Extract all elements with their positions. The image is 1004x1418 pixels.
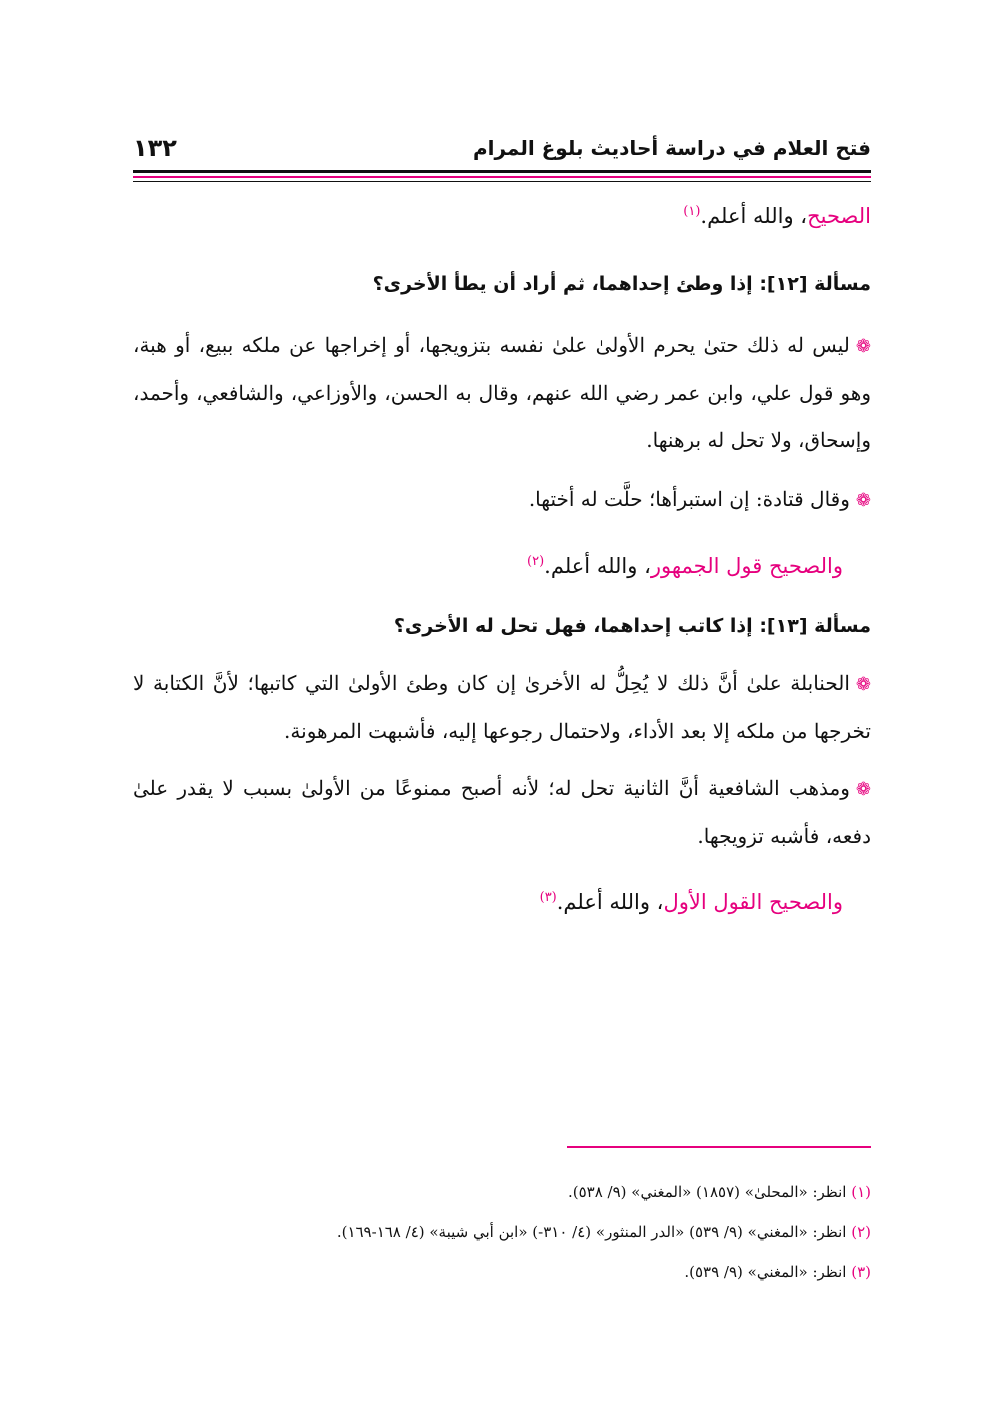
book-page [133, 0, 871, 1418]
footnote-1-text: انظر: «المحلىٰ» (١٨٥٧) «المغني» (٩/ ٥٣٨). [567, 1183, 847, 1201]
paragraph-1-text: ليس له ذلك حتىٰ يحرم الأولىٰ علىٰ نفسه بتزويجها، أو إخراجها عن ملكه ببيع، أو هبة، وهو قول علي، وابن عمر رضي الله عنهم، وقال به الحسن، والأوزاعي، والشافعي، وأحمد، وإسحاق، ولا تحل له برهنها. [133, 333, 871, 452]
conclusion-12-rest: ، والله أعلم. [544, 554, 651, 578]
conclusion-13-pink: والصحيح القول الأول [663, 890, 843, 914]
header-rule-pink [133, 176, 871, 178]
page-header [133, 128, 871, 168]
footnote-3-mark: (٣) [851, 1263, 871, 1281]
page-number: ١٣٢ [133, 134, 177, 162]
footnote-3 [133, 1252, 871, 1292]
flower-bullet-icon: ❁ [855, 336, 871, 357]
page-content [133, 190, 871, 932]
header-rule-top [133, 170, 871, 173]
issue-13-title: إذا كاتب إحداهما، فهل تحل له الأخرى؟ [393, 615, 753, 637]
conclusion-12 [133, 540, 871, 596]
paragraph-4-text: ومذهب الشافعية أنَّ الثانية تحل له؛ لأنه أصبح ممنوعًا من الأولىٰ بسبب لا يقدر علىٰ دفعه، فأشبه تزويجها. [133, 776, 871, 848]
footnote-2 [133, 1212, 871, 1252]
issue-12-label: مسألة [١٢]: [759, 273, 871, 295]
footnote-separator [567, 1146, 871, 1148]
footnote-ref-1[interactable]: (١) [683, 204, 701, 219]
header-rule-bottom [133, 181, 871, 182]
top-line-rest: ، والله أعلم. [700, 204, 808, 228]
footnote-1-mark: (١) [851, 1183, 871, 1201]
flower-bullet-icon: ❁ [855, 779, 871, 800]
flower-bullet-icon: ❁ [855, 490, 871, 511]
paragraph-3 [133, 660, 871, 755]
footnote-ref-2[interactable]: (٢) [527, 554, 545, 569]
issue-12-heading [133, 262, 871, 310]
top-line-pink: الصحيح [807, 204, 871, 228]
paragraph-3-text: الحنابلة علىٰ أنَّ ذلك لا يُحِلُّ له الأخرىٰ إن كان وطئ الأولىٰ التي كاتبها؛ لأنَّ الكتابة لا تخرجها من ملكه إلا بعد الأداء، ولاحتمال رجوعها إليه، فأشبهت المرهونة. [133, 671, 871, 743]
footnote-2-text: انظر: «المغني» (٩/ ٥٣٩) «الدر المنثور» (٤/ ٣١٠-) «ابن أبي شيبة» (٤/ ١٦٨-١٦٩). [336, 1223, 847, 1241]
flower-bullet-icon: ❁ [855, 674, 871, 695]
conclusion-13 [133, 876, 871, 932]
running-title: فتح العلام في دراسة أحاديث بلوغ المرام [472, 136, 871, 160]
conclusion-13-rest: ، والله أعلم. [556, 890, 664, 914]
footnotes [133, 1172, 871, 1292]
paragraph-1 [133, 322, 871, 464]
footnote-3-text: انظر: «المغني» (٩/ ٥٣٩). [684, 1263, 847, 1281]
issue-12-title: إذا وطئ إحداهما، ثم أراد أن يطأ الأخرى؟ [372, 273, 753, 295]
paragraph-2-text: وقال قتادة: إن استبرأها؛ حلَّت له أختها. [528, 487, 850, 511]
paragraph-4 [133, 765, 871, 860]
issue-13-label: مسألة [١٣]: [759, 615, 871, 637]
conclusion-12-pink: والصحيح قول الجمهور [650, 554, 843, 578]
top-line [133, 190, 871, 252]
issue-13-heading [133, 604, 871, 652]
footnote-1 [133, 1172, 871, 1212]
footnote-ref-3[interactable]: (٣) [539, 890, 557, 905]
paragraph-2 [133, 476, 871, 524]
footnote-2-mark: (٢) [851, 1223, 871, 1241]
